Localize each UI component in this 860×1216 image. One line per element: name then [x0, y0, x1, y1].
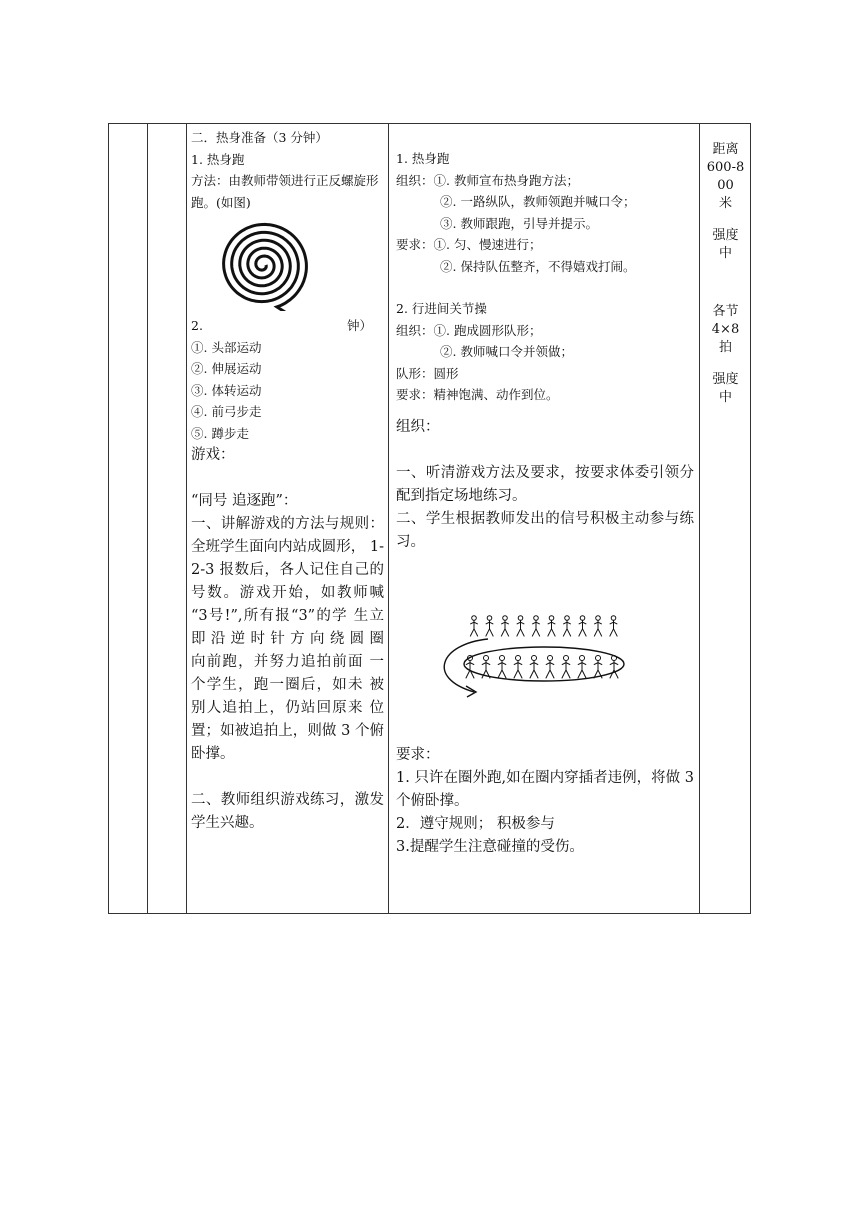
organization-column [390, 124, 700, 913]
sets-value: 4×8 [711, 322, 740, 337]
spiral-icon [224, 224, 307, 311]
column-divider [147, 124, 148, 913]
stick-figure-icon [546, 655, 554, 678]
distance-unit: 米 [718, 196, 732, 211]
run-method: 方法：由教师带领进行正反螺旋形跑。(如图) [191, 173, 379, 210]
stick-figure-icon [594, 655, 602, 678]
game-label: 游戏： [191, 447, 235, 463]
exercise-title: 2. [191, 318, 203, 333]
req-line: 要求：①. 匀、慢速进行； [396, 237, 542, 252]
circle-formation-diagram [418, 614, 658, 714]
march-line: ②. 教师喊口令并领做； [440, 344, 573, 359]
exercise-title-tail: 钟） [346, 318, 372, 333]
stick-figure-icon [610, 655, 618, 678]
game-name: “同号 追逐跑”： [191, 493, 298, 509]
exercise-item: ①. 头部运动 [191, 339, 262, 355]
org-line: ③. 教师跟跑，引导并提示。 [440, 215, 598, 231]
stick-figure-icon [594, 615, 602, 636]
exercise-title-row [191, 315, 384, 337]
sets-label: 各节 [712, 304, 739, 319]
march-requirement: 要求：精神饱满、动作到位。 [396, 387, 559, 402]
stick-figure-icon [498, 655, 506, 678]
section-title: 二．热身准备（3 分钟） [191, 130, 328, 145]
stick-figure-icon [548, 615, 556, 636]
stick-figure-icon [563, 615, 571, 636]
distance-value: 600-800 [706, 160, 745, 193]
game-req-label: 要求： [396, 746, 440, 763]
exercise-item: ⑤. 蹲步走 [191, 425, 249, 441]
lesson-plan-table [108, 123, 751, 914]
stick-figure-icon [530, 655, 538, 678]
game-req-item: 3.提醒学生注意碰撞的受伤。 [396, 838, 584, 855]
exercise-item: ③. 体转运动 [191, 382, 262, 398]
intensity-value: 中 [718, 390, 732, 405]
stick-figure-icon [610, 615, 618, 636]
stick-figure-icon [532, 615, 540, 636]
stick-figure-icon [579, 615, 587, 636]
req-line: ②. 保持队伍整齐，不得嬉戏打闹。 [440, 258, 636, 274]
intensity-label: 强度 [712, 228, 739, 243]
game-req-item: 2．遵守规则； 积极参与 [396, 815, 555, 832]
game-org-item: 二、学生根据教师发出的信号积极主动参与练习。 [396, 510, 694, 550]
exercise-item: ②. 伸展运动 [191, 361, 262, 376]
stick-figure-icon [501, 615, 509, 636]
stick-figure-icon [486, 615, 494, 636]
stick-figure-icon [562, 655, 570, 678]
march-line: 组织：①. 跑成圆形队形； [396, 322, 542, 338]
game-rules: 一、讲解游戏的方法与规则： 全班学生面向内站成圆形， 1-2-3 报数后，各人记住自己的号数。游戏开始，如教师喊 “3号!”,所有报“3”的学 生立 即 沿 逆 时 针 方 向 绕 圆 圈向前跑，并努力追拍前面 一个学生，跑一圈后，如未 被别人追拍上，仍站回原来 位置；如被追拍上，则做 3 个俯卧撑。 [191, 516, 384, 762]
column-divider [388, 124, 389, 913]
load-column [701, 124, 750, 913]
stick-figure-icon [517, 615, 525, 636]
spiral-running-diagram [191, 219, 381, 311]
game-org-item: 一、听清游戏方法及要求，按要求体委引领分配到指定场地练习。 [396, 464, 694, 504]
org-line: 组织：①. 教师宣布热身跑方法； [396, 172, 579, 188]
formation: 队形：圆形 [396, 365, 459, 381]
intensity-label: 强度 [712, 372, 739, 387]
content-column [187, 124, 388, 913]
stick-figure-icon [514, 655, 522, 678]
org-run-title: 1. 热身跑 [396, 151, 450, 166]
exercise-item: ④. 前弓步走 [191, 404, 262, 419]
intensity-value: 中 [718, 246, 732, 261]
game-practice: 二、教师组织游戏练习，激发 学生兴趣。 [191, 792, 384, 831]
org-line: ②. 一路纵队，教师领跑并喊口令； [440, 194, 636, 209]
arrow-curve-icon [444, 639, 488, 692]
sets-unit: 拍 [718, 340, 732, 355]
game-req-item: 1. 只许在圈外跑,如在圈内穿插者违例，将做 3 个俯卧撑。 [396, 769, 694, 809]
stick-figure-icon [578, 655, 586, 678]
game-org-label: 组织： [396, 418, 440, 435]
march-title: 2. 行进间关节操 [396, 301, 487, 316]
stick-figure-icon [470, 615, 478, 636]
distance-label: 距离 [712, 142, 739, 157]
run-title: 1. 热身跑 [191, 151, 245, 167]
